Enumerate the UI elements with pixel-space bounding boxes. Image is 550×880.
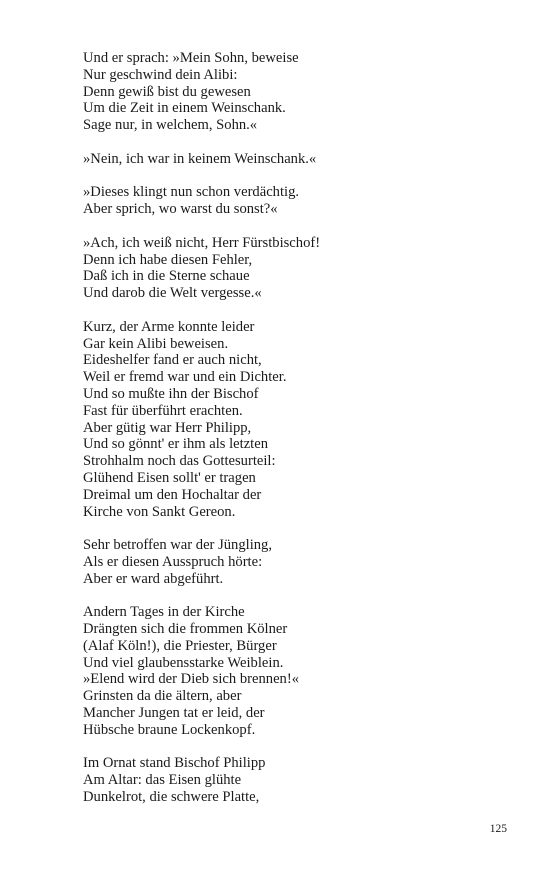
poem-text	[83, 50, 503, 823]
poem-line: Drängten sich die frommen Kölner	[83, 621, 288, 638]
poem-line: Andern Tages in der Kirche	[83, 604, 245, 621]
page-number: 125	[489, 823, 507, 835]
poem-line: Kirche von Sankt Gereon.	[83, 503, 236, 520]
poem-line: »Ach, ich weiß nicht, Herr Fürstbischof!	[83, 234, 321, 251]
poem-line: Weil er fremd war und ein Dichter.	[83, 369, 287, 386]
stanza	[83, 319, 503, 521]
poem-line: Nur geschwind dein Alibi:	[83, 66, 238, 83]
poem-line: Glühend Eisen sollt' er tragen	[83, 469, 256, 486]
poem-line: »Elend wird der Dieb sich brennen!«	[83, 671, 299, 688]
poem-line: Und so gönnt' er ihm als letzten	[83, 436, 269, 453]
poem-line: Dunkelrot, die schwere Platte,	[83, 789, 260, 806]
poem-line: Grinsten da die ältern, aber	[83, 688, 242, 705]
poem-line: Denn ich habe diesen Fehler,	[83, 251, 253, 268]
poem-line: Sehr betroffen war der Jüngling,	[83, 537, 272, 554]
poem-line: Aber sprich, wo warst du sonst?«	[83, 201, 278, 218]
poem-line: Strohhalm noch das Gottesurteil:	[83, 453, 276, 470]
poem-line: Eideshelfer fand er auch nicht,	[83, 352, 262, 369]
poem-line: Und viel glaubensstarke Weiblein.	[83, 654, 284, 671]
stanza	[83, 151, 503, 168]
stanza	[83, 235, 503, 302]
poem-line: Sage nur, in welchem, Sohn.«	[83, 117, 258, 134]
poem-line: Um die Zeit in einem Weinschank.	[83, 100, 286, 117]
poem-line: Dreimal um den Hochaltar der	[83, 486, 262, 503]
poem-line: Mancher Jungen tat er leid, der	[83, 705, 265, 722]
stanza	[83, 184, 503, 218]
poem-line: Kurz, der Arme konnte leider	[83, 318, 255, 335]
stanza	[83, 755, 503, 805]
poem-line: Im Ornat stand Bischof Philipp	[83, 755, 266, 772]
poem-line: Und so mußte ihn der Bischof	[83, 385, 259, 402]
poem-line: Und er sprach: »Mein Sohn, beweise	[83, 50, 299, 66]
poem-line: Aber er ward abgeführt.	[83, 570, 224, 587]
poem-line: Hübsche braune Lockenkopf.	[83, 721, 256, 738]
poem-line: »Dieses klingt nun schon verdächtig.	[83, 184, 300, 201]
stanza	[83, 537, 503, 587]
poem-line: Als er diesen Ausspruch hörte:	[83, 553, 263, 570]
stanza	[83, 50, 503, 134]
poem-line: (Alaf Köln!), die Priester, Bürger	[83, 637, 277, 654]
poem-line: Daß ich in die Sterne schaue	[83, 268, 250, 285]
poem-line: Und darob die Welt vergesse.«	[83, 285, 262, 302]
poem-line: Fast für überführt erachten.	[83, 402, 243, 419]
poem-line: »Nein, ich war in keinem Weinschank.«	[83, 150, 317, 167]
poem-line: Aber gütig war Herr Philipp,	[83, 419, 252, 436]
poem-line: Am Altar: das Eisen glühte	[83, 772, 242, 789]
stanza	[83, 604, 503, 738]
poem-line: Denn gewiß bist du gewesen	[83, 83, 251, 100]
poem-line: Gar kein Alibi beweisen.	[83, 335, 229, 352]
